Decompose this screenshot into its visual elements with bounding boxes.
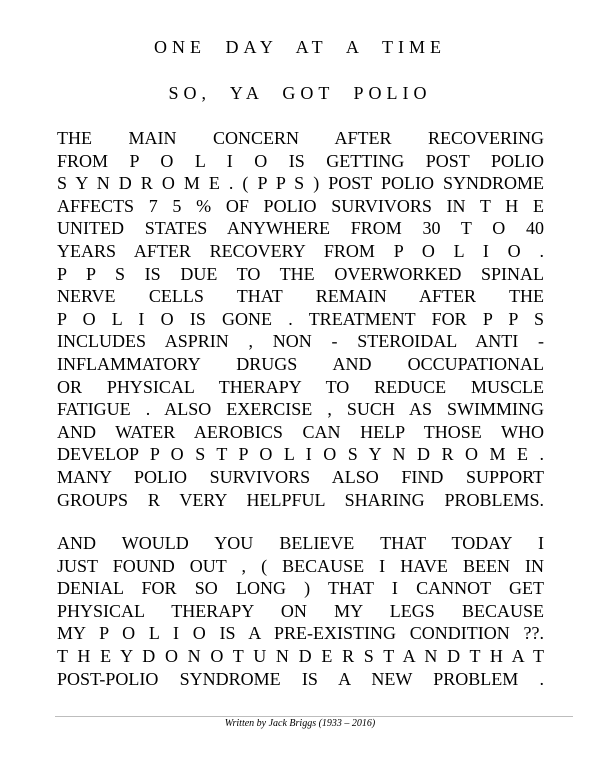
text-line: AND WATER AEROBICS CAN HELP THOSE WHO	[57, 421, 544, 442]
text-line: P P S IS DUE TO THE OVERWORKED SPINAL	[57, 263, 544, 284]
text-line: INCLUDES ASPRIN , NON - STEROIDAL ANTI -	[57, 331, 544, 352]
document-title: ONE DAY AT A TIME	[153, 37, 447, 57]
text-line: POST-POLIO SYNDROME IS A NEW PROBLEM .	[57, 668, 544, 689]
text-line: AFFECTS 7 5 % OF POLIO SURVIVORS IN T H E	[57, 195, 544, 216]
text-line: AND WOULD YOU BELIEVE THAT TODAY I	[57, 533, 544, 553]
text-line: THE MAIN CONCERN AFTER RECOVERING	[57, 128, 544, 148]
text-line: PHYSICAL THERAPY ON MY LEGS BECAUSE	[57, 600, 544, 621]
text-line: FATIGUE . ALSO EXERCISE , SUCH AS SWIMMING	[57, 399, 544, 420]
text-line: UNITED STATES ANYWHERE FROM 30 T O 40	[57, 218, 544, 239]
text-line: OR PHYSICAL THERAPY TO REDUCE MUSCLE	[57, 376, 544, 397]
text-line: P O L I O IS GONE . TREATMENT FOR P P S	[57, 308, 544, 329]
text-line: DENIAL FOR SO LONG ) THAT I CANNOT GET	[57, 578, 544, 599]
text-line: S Y N D R O M E . ( P P S ) POST POLIO SYNDROME	[57, 173, 544, 194]
footer-credit: Written by Jack Briggs (1933 – 2016)	[224, 718, 376, 729]
text-line: FROM P O L I O IS GETTING POST POLIO	[57, 150, 544, 171]
text-line: GROUPS R VERY HELPFUL SHARING PROBLEMS.	[57, 489, 544, 510]
text-line: DEVELOP P O S T P O L I O S Y N D R O M E .	[57, 444, 544, 465]
text-line: MANY POLIO SURVIVORS ALSO FIND SUPPORT	[57, 466, 544, 487]
paragraph-2	[57, 532, 557, 690]
footer-divider	[55, 716, 573, 717]
text-line: INFLAMMATORY DRUGS AND OCCUPATIONAL	[57, 353, 544, 374]
text-line: T H E Y D O N O T U N D E R S T A N D T H A T	[57, 645, 544, 666]
paragraph-1	[57, 127, 557, 511]
text-line: JUST FOUND OUT , ( BECAUSE I HAVE BEEN IN	[57, 555, 544, 576]
text-line: NERVE CELLS THAT REMAIN AFTER THE	[57, 286, 544, 307]
document-subtitle: SO, YA GOT POLIO	[168, 83, 432, 103]
text-line: MY P O L I O IS A PRE-EXISTING CONDITION ??.	[57, 623, 544, 644]
text-line: YEARS AFTER RECOVERY FROM P O L I O .	[57, 240, 544, 261]
